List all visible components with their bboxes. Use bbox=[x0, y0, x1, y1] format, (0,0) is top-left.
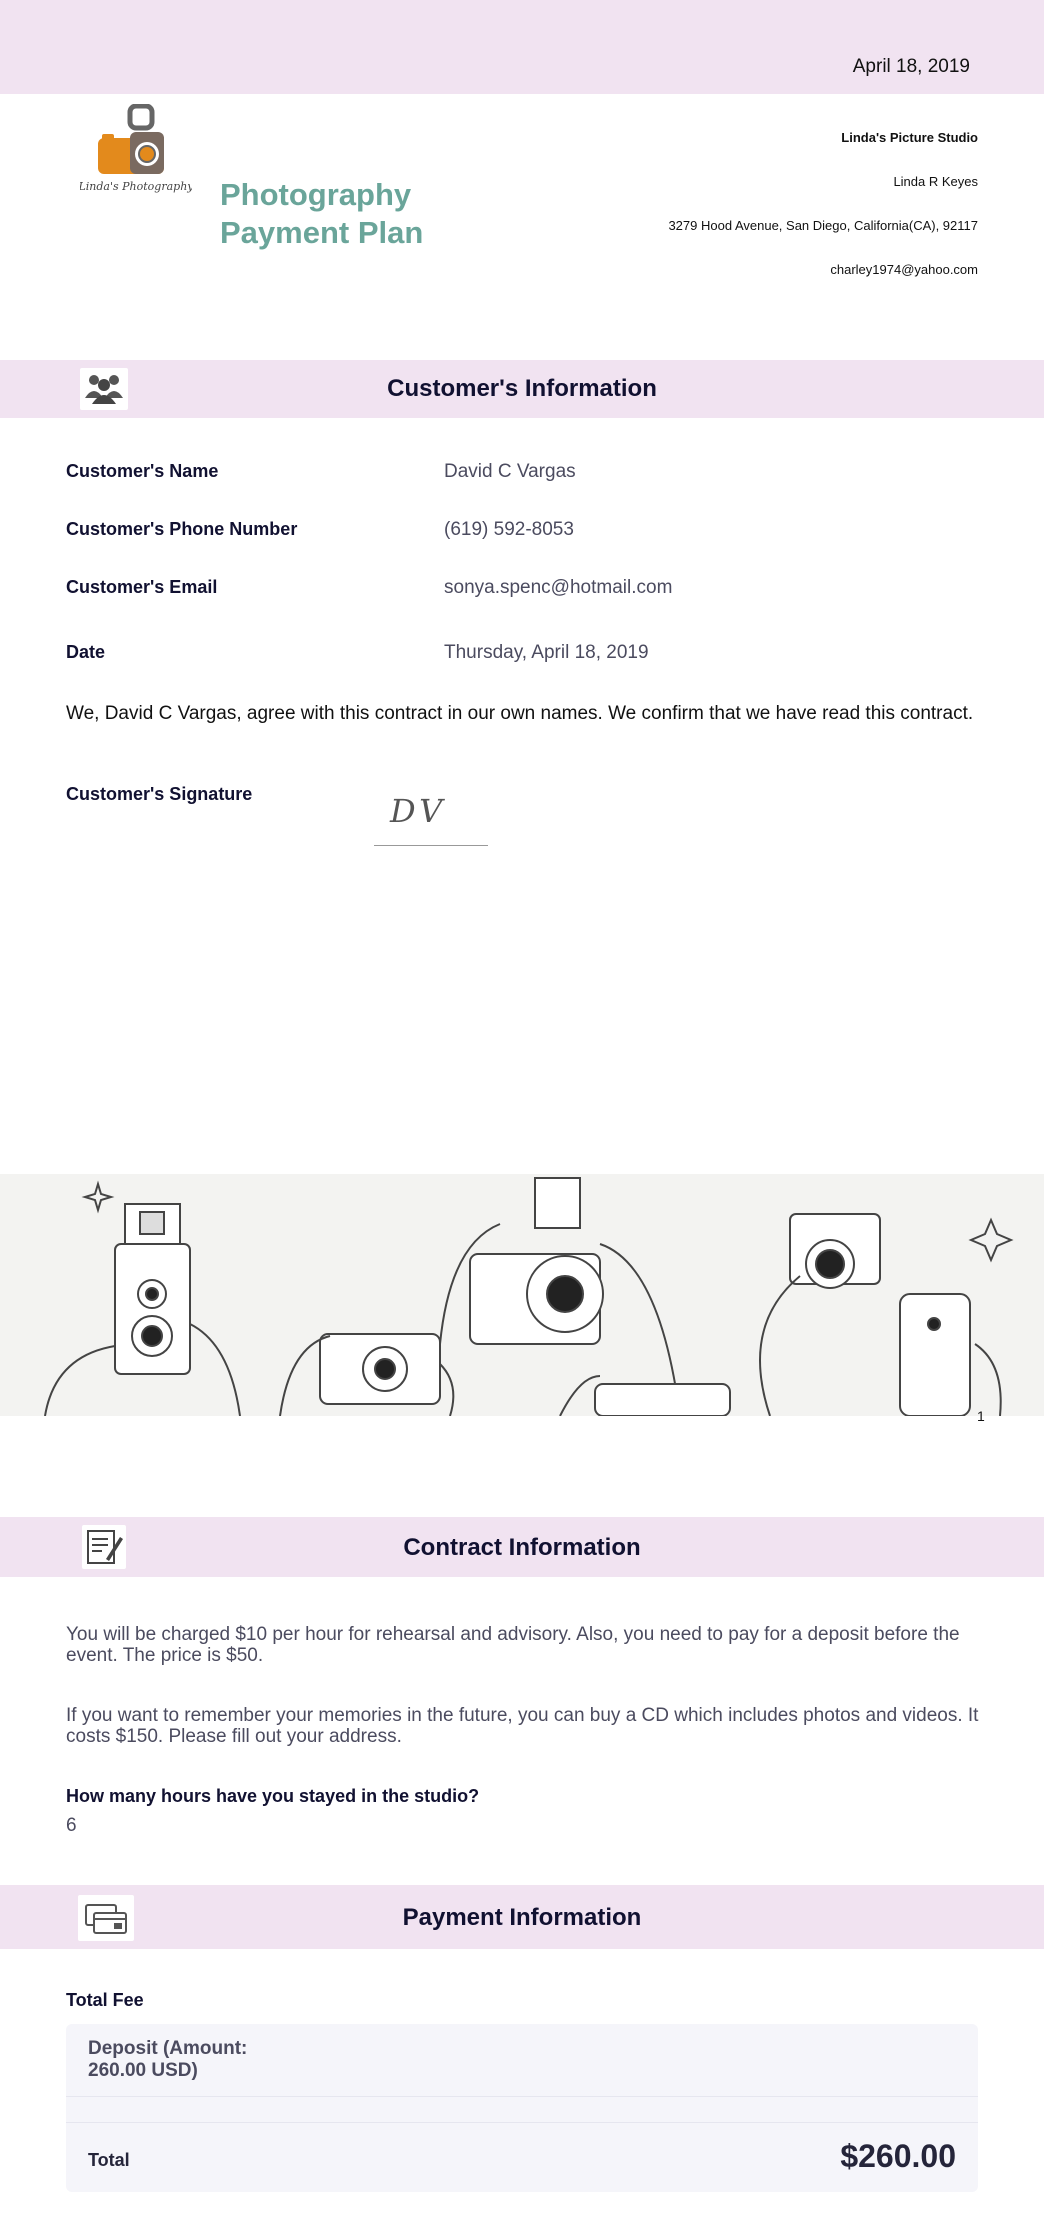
signature-label: Customer's Signature bbox=[66, 784, 253, 804]
contract-paragraph-rate: You will be charged $10 per hour for rehearsal and advisory. Also, you need to pay for a deposit before the event. The price is $50. bbox=[66, 1624, 960, 1666]
date-label: Date bbox=[66, 642, 106, 662]
page-number: 1 bbox=[977, 1408, 985, 1424]
customer-phone-value: (619) 592-8053 bbox=[444, 519, 574, 540]
agreement-text: We, David C Vargas, agree with this contract in our own names. We confirm that we have read this contract. bbox=[66, 703, 974, 724]
table-divider bbox=[66, 2096, 978, 2097]
contract-section-header bbox=[0, 1517, 1044, 1577]
signature-line bbox=[374, 845, 488, 846]
payment-section-header bbox=[0, 1885, 1044, 1949]
payment-section-title: Payment Information bbox=[402, 1904, 642, 1931]
customer-section-title: Customer's Information bbox=[387, 375, 657, 402]
hours-answer-value: 6 bbox=[66, 1815, 77, 1836]
studio-logo bbox=[80, 104, 192, 196]
hours-question-label: How many hours have you stayed in the studio? bbox=[66, 1786, 480, 1806]
studio-name: Linda's Picture Studio bbox=[841, 130, 978, 145]
table-divider bbox=[66, 2122, 978, 2123]
deposit-row-label: Deposit (Amount: 260.00 USD) bbox=[88, 2038, 248, 2081]
camera-logo-icon bbox=[80, 104, 192, 196]
customer-section-header bbox=[0, 360, 1044, 418]
total-row-label: Total bbox=[88, 2150, 130, 2170]
contract-section-title: Contract Information bbox=[403, 1534, 641, 1561]
page-title: Photography Payment Plan bbox=[220, 177, 424, 250]
customer-name-label: Customer's Name bbox=[66, 461, 219, 481]
studio-info bbox=[668, 126, 978, 302]
total-amount-value: $260.00 bbox=[840, 2138, 956, 2174]
customer-signature: DV bbox=[390, 792, 447, 830]
studio-address: 3279 Hood Avenue, San Diego, California(CA), 92117 bbox=[668, 218, 978, 233]
customer-name-value: David C Vargas bbox=[444, 461, 576, 482]
contract-paragraph-cd: If you want to remember your memories in the future, you can buy a CD which includes photos and videos. It costs $150. Please fill out your address. bbox=[66, 1705, 979, 1747]
customer-email-label: Customer's Email bbox=[66, 577, 218, 597]
logo-text: Linda's Photography bbox=[80, 180, 192, 193]
cameras-illustration bbox=[0, 1174, 1044, 1416]
date-value: Thursday, April 18, 2019 bbox=[444, 642, 649, 663]
customer-email-value: sonya.spenc@hotmail.com bbox=[444, 577, 673, 598]
total-fee-label: Total Fee bbox=[66, 1990, 144, 2010]
studio-owner: Linda R Keyes bbox=[893, 174, 978, 189]
customer-phone-label: Customer's Phone Number bbox=[66, 519, 298, 539]
top-date-band bbox=[0, 0, 1044, 94]
document-date: April 18, 2019 bbox=[852, 56, 970, 77]
hands-holding-cameras-icon bbox=[0, 1174, 1044, 1416]
studio-email: charley1974@yahoo.com bbox=[830, 262, 978, 277]
